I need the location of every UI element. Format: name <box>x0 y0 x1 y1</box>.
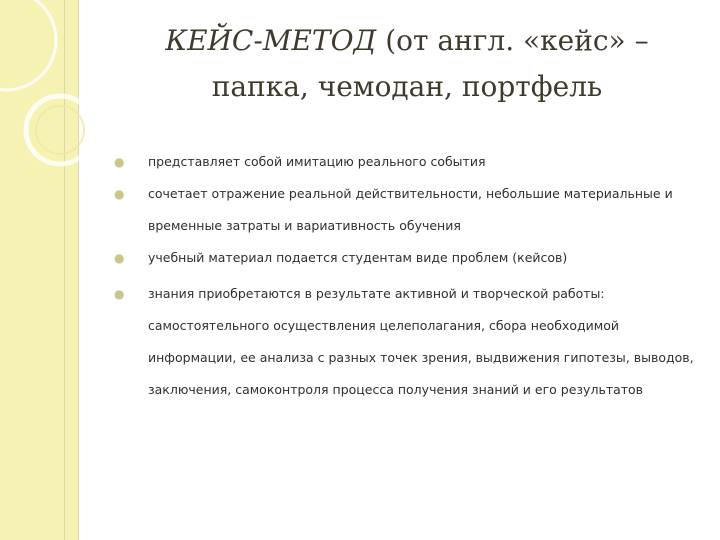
list-item <box>110 178 700 242</box>
slide-title <box>112 18 702 110</box>
bullet-text: знания приобретаются в результате активной и творческой работы: самостоятельного осуществления целеполагания, сбора необходимой информации, ее анализа с разных точек зрения, выдвижения гипотезы, выводов, заключения, самоконтроля процесса получения знаний и его результатов <box>148 286 694 397</box>
title-line1-rest: (от англ. «кейс» – <box>376 24 649 57</box>
list-item <box>110 278 700 406</box>
title-emphasis: КЕЙС-МЕТОД <box>165 24 377 57</box>
bullet-icon: ● <box>114 251 125 265</box>
list-item <box>110 242 700 274</box>
bullet-list <box>110 146 700 406</box>
bullet-text: представляет собой имитацию реального события <box>148 154 486 169</box>
bullet-text: учебный материал подается студентам виде проблем (кейсов) <box>148 250 568 265</box>
bullet-icon: ● <box>114 155 125 169</box>
list-item <box>110 146 700 178</box>
bullet-icon: ● <box>114 287 125 301</box>
bullet-icon: ● <box>114 187 125 201</box>
title-line2: папка, чемодан, портфель <box>211 70 603 103</box>
decorative-rings <box>0 0 110 200</box>
bullet-text: сочетает отражение реальной действительности, небольшие материальные и временные затраты и вариативность обучения <box>148 186 673 233</box>
